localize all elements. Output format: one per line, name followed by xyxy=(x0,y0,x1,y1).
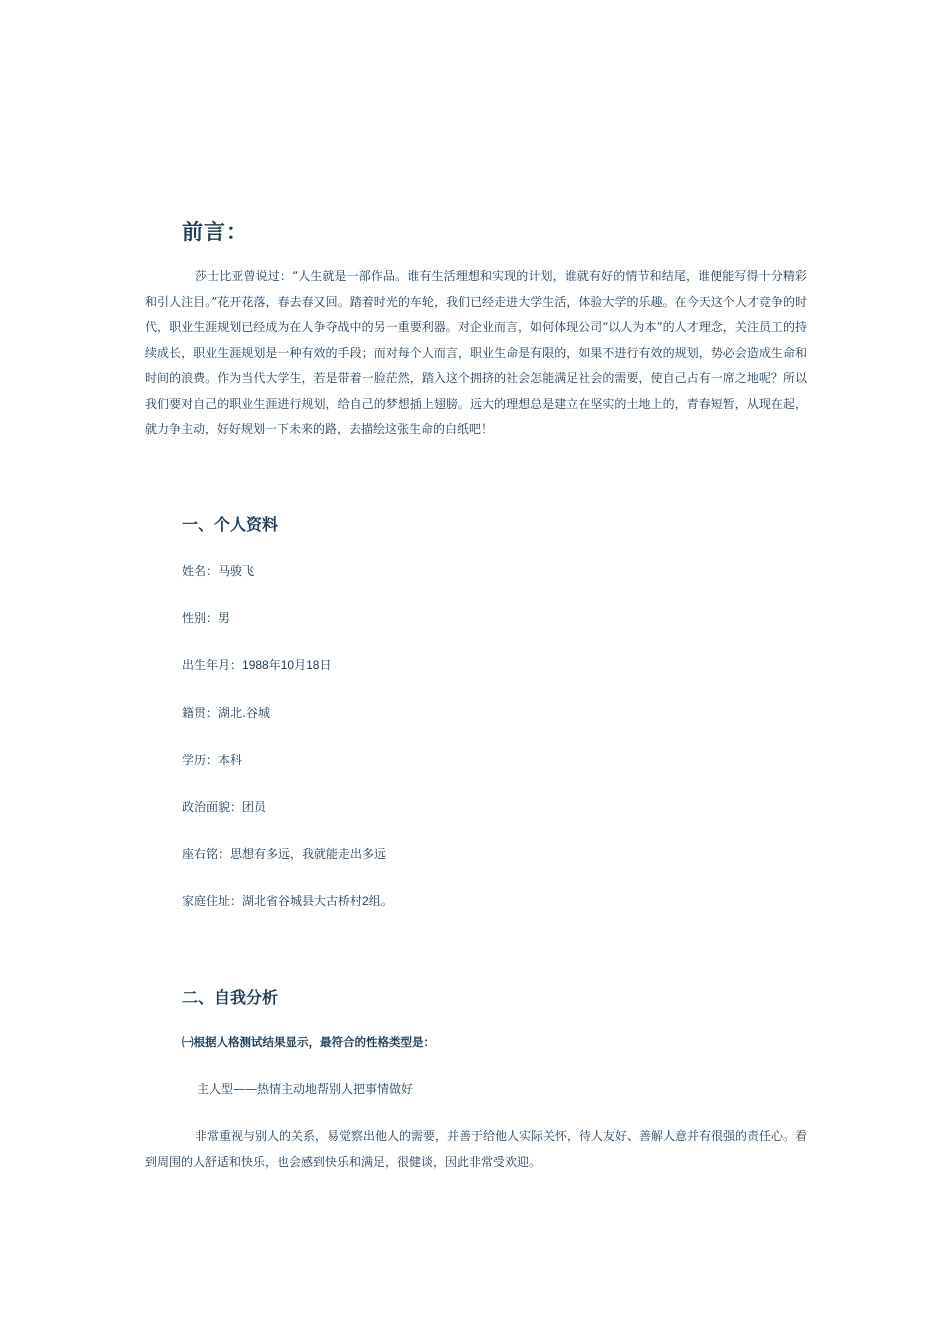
field-gender-value: 男 xyxy=(218,611,231,625)
field-motto xyxy=(182,845,386,862)
birth-day-unit: 日 xyxy=(319,658,332,672)
field-political xyxy=(182,798,266,815)
field-education xyxy=(182,751,242,768)
field-address-value: 湖北省谷城县大古桥村 xyxy=(242,894,363,908)
personal-info-heading: 一、个人资料 xyxy=(182,515,279,534)
personality-type: 主人型——热情主动地帮别人把事情做好 xyxy=(197,1082,414,1096)
self-analysis-heading: 二、自我分析 xyxy=(182,988,279,1007)
field-political-label: 政治面貌： xyxy=(182,800,243,814)
birth-month: 10 xyxy=(280,658,295,672)
field-address-label: 家庭住址： xyxy=(182,894,243,908)
field-political-value: 团员 xyxy=(242,800,267,814)
field-motto-value: 思想有多远，我就能走出多远 xyxy=(230,847,387,861)
field-name xyxy=(182,562,254,579)
field-gender xyxy=(182,609,230,626)
field-birth xyxy=(182,656,331,673)
field-address xyxy=(182,892,393,909)
birth-day: 18 xyxy=(306,658,320,672)
field-hometown-label: 籍贯： xyxy=(182,706,219,720)
field-address-suffix: 组。 xyxy=(368,894,393,908)
personality-subheading: ㈠根据人格测试结果显示，最符合的性格类型是： xyxy=(182,1035,435,1049)
field-hometown xyxy=(182,704,270,721)
personality-description: 非常重视与别人的关系，易觉察出他人的需要，并善于给他人实际关怀，待人友好、善解人意并有很强的责任心。看到周围的人舒适和快乐，也会感到快乐和满足，很健谈，因此非常受欢迎。 xyxy=(145,1129,808,1169)
field-education-label: 学历： xyxy=(182,753,219,767)
field-name-value: 马骏飞 xyxy=(218,564,255,578)
field-education-value: 本科 xyxy=(218,753,243,767)
field-birth-label: 出生年月： xyxy=(182,658,243,672)
preface-paragraph: 莎士比亚曾说过：“人生就是一部作品。谁有生活理想和实现的计划，谁就有好的情节和结尾，谁便能写得十分精彩和引人注目。”花开花落，春去春又回。踏着时光的车轮，我们已经走进大学生活，体验大学的乐趣。在今天这个人才竞争的时代，职业生涯规划已经成为在人争夺战中的另一重要利器。对企业而言，如何体现公司“以人为本”的人才理念，关注员工的持续成长，职业生涯规划是一种有效的手段；而对每个人而言，职业生命是有限的，如果不进行有效的规划，势必会造成生命和时间的浪费。作为当代大学生，若是带着一脸茫然，踏入这个拥挤的社会怎能满足社会的需要，使自己占有一席之地呢？所以我们要对自己的职业生涯进行规划，给自己的梦想插上翅膀。远大的理想总是建立在坚实的土地上的，青春短暂，从现在起，就力争主动，好好规划一下未来的路，去描绘这张生命的白纸吧！ xyxy=(145,269,807,436)
field-hometown-value: 湖北.谷城 xyxy=(218,706,270,720)
field-gender-label: 性别： xyxy=(182,611,219,625)
field-name-label: 姓名： xyxy=(182,564,219,578)
birth-year-unit: 年 xyxy=(268,658,281,672)
birth-month-unit: 月 xyxy=(294,658,307,672)
birth-year: 1988 xyxy=(242,658,269,672)
preface-heading: 前言： xyxy=(182,220,248,244)
field-motto-label: 座右铭： xyxy=(182,847,231,861)
field-address-number: 2 xyxy=(362,894,369,908)
